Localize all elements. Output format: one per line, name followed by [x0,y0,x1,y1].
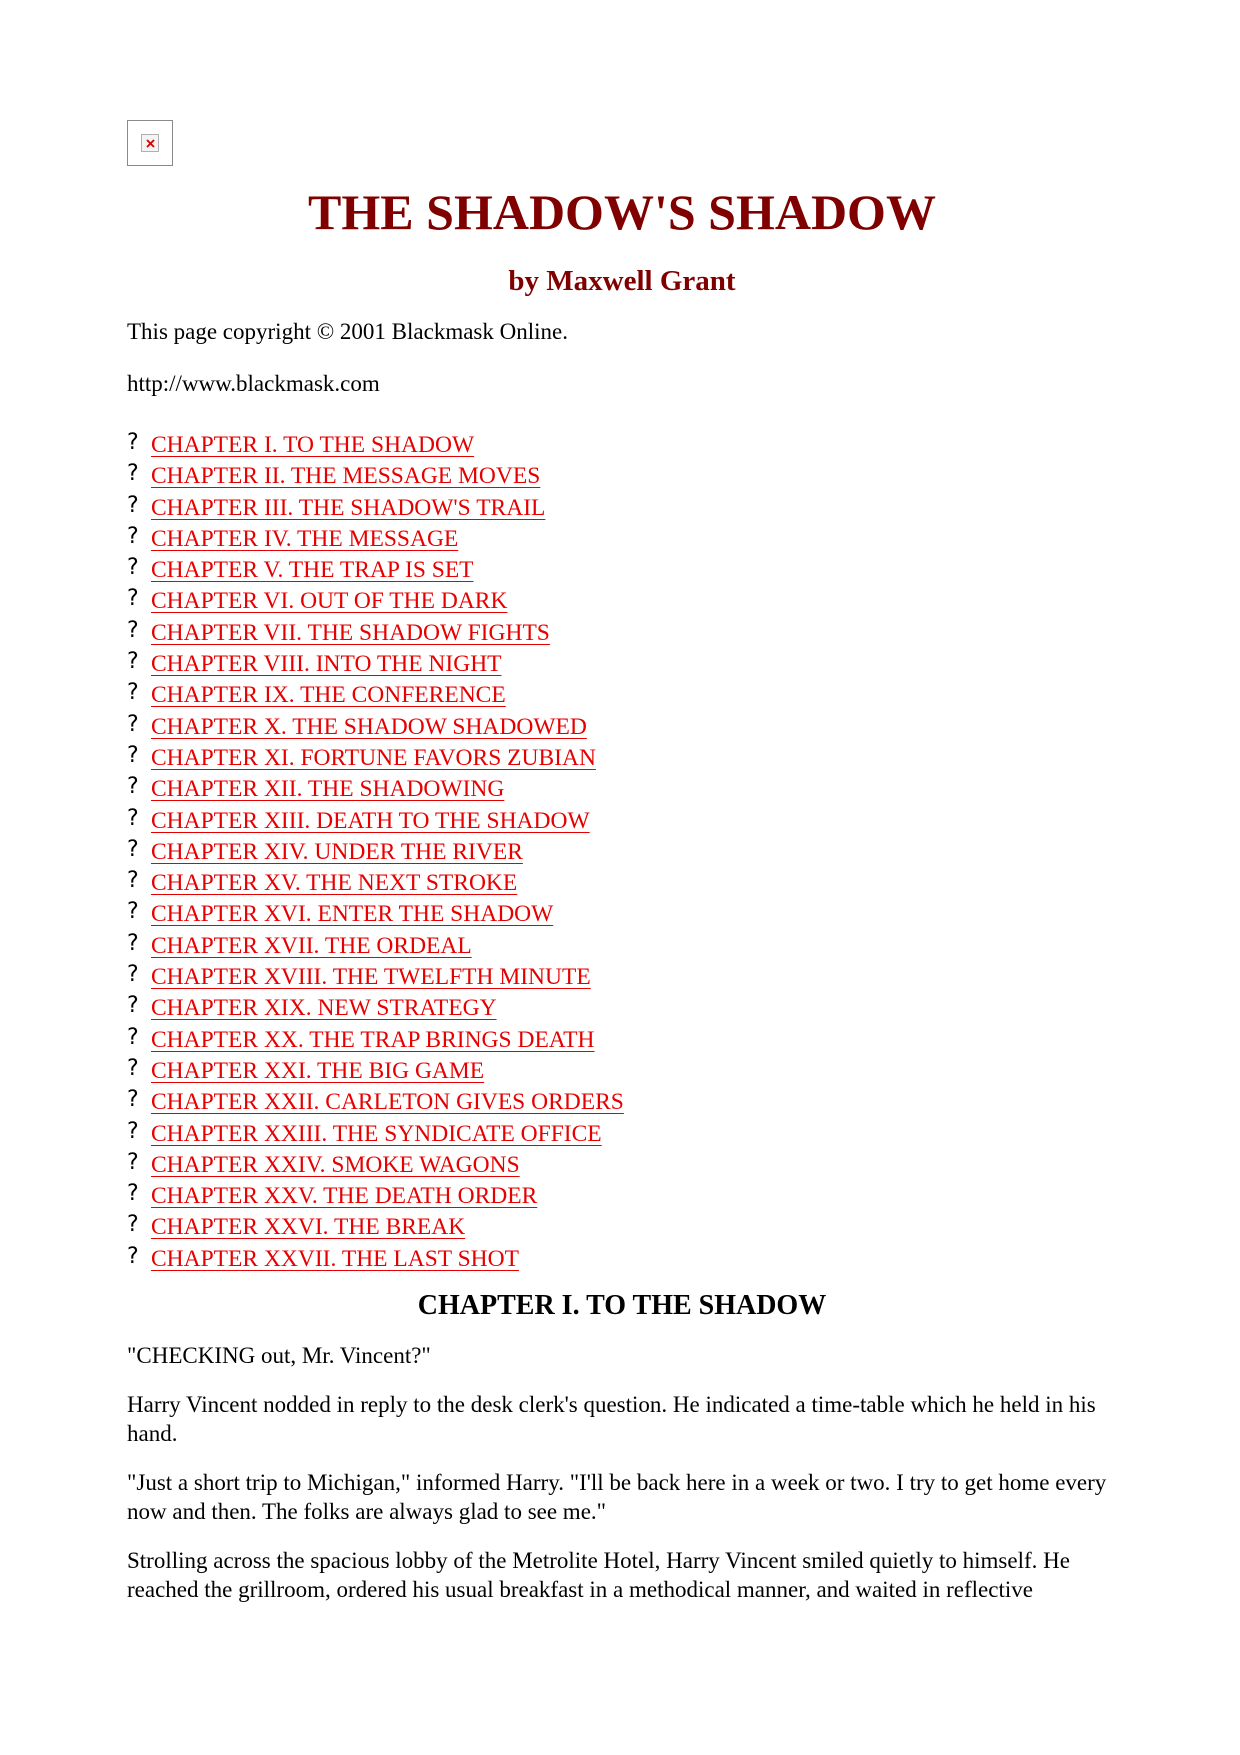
toc-bullet: ? [127,1024,139,1050]
toc-item [127,524,1117,555]
toc-item [127,774,1117,805]
toc-link[interactable]: CHAPTER I. TO THE SHADOW [151,432,475,458]
toc-bullet: ? [127,1243,139,1269]
toc-bullet: ? [127,836,139,862]
toc-link[interactable]: CHAPTER XXV. THE DEATH ORDER [151,1183,538,1210]
toc-bullet: ? [127,680,139,706]
toc-item [127,1150,1117,1181]
toc-item [127,1087,1117,1118]
toc-bullet: ? [127,1118,139,1144]
toc-bullet: ? [127,461,139,487]
table-of-contents [127,430,1117,1275]
toc-link[interactable]: CHAPTER XXIII. THE SYNDICATE OFFICE [151,1120,602,1147]
toc-link[interactable]: CHAPTER VII. THE SHADOW FIGHTS [151,619,550,646]
toc-item [127,555,1117,586]
toc-link[interactable]: CHAPTER XXVI. THE BREAK [151,1214,466,1241]
toc-bullet: ? [127,430,139,455]
toc-item [127,712,1117,743]
toc-bullet: ? [127,1212,139,1238]
page-title: THE SHADOW'S SHADOW [308,184,936,240]
chapter-heading: CHAPTER I. TO THE SHADOW [417,1290,827,1322]
toc-item [127,899,1117,930]
toc-bullet: ? [127,930,139,956]
toc-link[interactable]: CHAPTER XI. FORTUNE FAVORS ZUBIAN [151,744,596,771]
toc-bullet: ? [127,742,139,768]
chapter-body [127,1341,1117,1604]
toc-bullet: ? [127,523,139,549]
toc-link[interactable]: CHAPTER XXIV. SMOKE WAGONS [151,1151,520,1178]
toc-link[interactable]: CHAPTER XIII. DEATH TO THE SHADOW [151,807,590,834]
toc-bullet: ? [127,774,139,800]
toc-item [127,743,1117,774]
toc-bullet: ? [127,649,139,675]
toc-link[interactable]: CHAPTER XIV. UNDER THE RIVER [151,838,523,865]
toc-item [127,680,1117,711]
toc-bullet: ? [127,962,139,988]
toc-item [127,649,1117,680]
toc-item [127,837,1117,868]
toc-link[interactable]: CHAPTER XVIII. THE TWELFTH MINUTE [151,964,591,991]
toc-link[interactable]: CHAPTER XIX. NEW STRATEGY [151,995,497,1022]
paragraph: Strolling across the spacious lobby of the Metrolite Hotel, Harry Vincent smiled quietly to himself. He reached the grillroom, ordered his usual breakfast in a methodical manner, and waited in reflective [127,1548,1070,1603]
toc-item [127,868,1117,899]
toc-item [127,1119,1117,1150]
toc-link[interactable]: CHAPTER XX. THE TRAP BRINGS DEATH [151,1026,595,1053]
toc-link[interactable]: CHAPTER VIII. INTO THE NIGHT [151,651,502,678]
toc-link[interactable]: CHAPTER XV. THE NEXT STROKE [151,870,518,897]
toc-item [127,806,1117,837]
toc-bullet: ? [127,711,139,737]
toc-item [127,993,1117,1024]
toc-bullet: ? [127,868,139,894]
toc-item [127,586,1117,617]
site-url: http://www.blackmask.com [127,371,380,396]
paragraph: "Just a short trip to Michigan," informed Harry. "I'll be back here in a week or two. I try to get home every now and then. The folks are always glad to see me." [127,1470,1107,1525]
document-page [127,120,1117,1624]
toc-item [127,1181,1117,1212]
toc-link[interactable]: CHAPTER XXI. THE BIG GAME [151,1057,485,1084]
toc-link[interactable]: CHAPTER IX. THE CONFERENCE [151,682,506,709]
copyright-notice: This page copyright © 2001 Blackmask Online. [127,319,568,344]
toc-item [127,931,1117,962]
author-byline: by Maxwell Grant [508,265,736,297]
toc-bullet: ? [127,1181,139,1207]
paragraph: Harry Vincent nodded in reply to the desk clerk's question. He indicated a time-table which he held in his hand. [127,1392,1096,1447]
toc-item [127,1244,1117,1275]
toc-link[interactable]: CHAPTER VI. OUT OF THE DARK [151,588,508,615]
toc-link[interactable]: CHAPTER III. THE SHADOW'S TRAIL [151,494,546,521]
toc-link[interactable]: CHAPTER V. THE TRAP IS SET [151,557,474,584]
paragraph: "CHECKING out, Mr. Vincent?" [127,1343,431,1369]
toc-item [127,1212,1117,1243]
toc-link[interactable]: CHAPTER XVI. ENTER THE SHADOW [151,901,554,928]
toc-item [127,430,1117,461]
toc-item [127,1056,1117,1087]
cut-off-line [127,1275,1117,1281]
toc-item [127,962,1117,993]
toc-bullet: ? [127,617,139,643]
toc-link[interactable]: CHAPTER XXII. CARLETON GIVES ORDERS [151,1089,624,1116]
toc-link[interactable]: CHAPTER IV. THE MESSAGE [151,525,459,552]
toc-bullet: ? [127,993,139,1019]
toc-link[interactable]: CHAPTER XII. THE SHADOWING [151,776,505,803]
toc-item [127,461,1117,492]
toc-link[interactable]: CHAPTER II. THE MESSAGE MOVES [151,463,541,490]
toc-link[interactable]: CHAPTER X. THE SHADOW SHADOWED [151,713,587,740]
toc-bullet: ? [127,1055,139,1081]
toc-bullet: ? [127,586,139,612]
toc-item [127,618,1117,649]
toc-link[interactable]: CHAPTER XXVII. THE LAST SHOT [151,1245,519,1272]
toc-bullet: ? [127,1087,139,1113]
toc-item [127,493,1117,524]
toc-bullet: ? [127,899,139,925]
toc-bullet: ? [127,555,139,581]
toc-bullet: ? [127,492,139,518]
toc-bullet: ? [127,1149,139,1175]
broken-image-icon [127,120,173,166]
toc-item [127,1025,1117,1056]
toc-link[interactable]: CHAPTER XVII. THE ORDEAL [151,932,472,959]
toc-bullet: ? [127,805,139,831]
